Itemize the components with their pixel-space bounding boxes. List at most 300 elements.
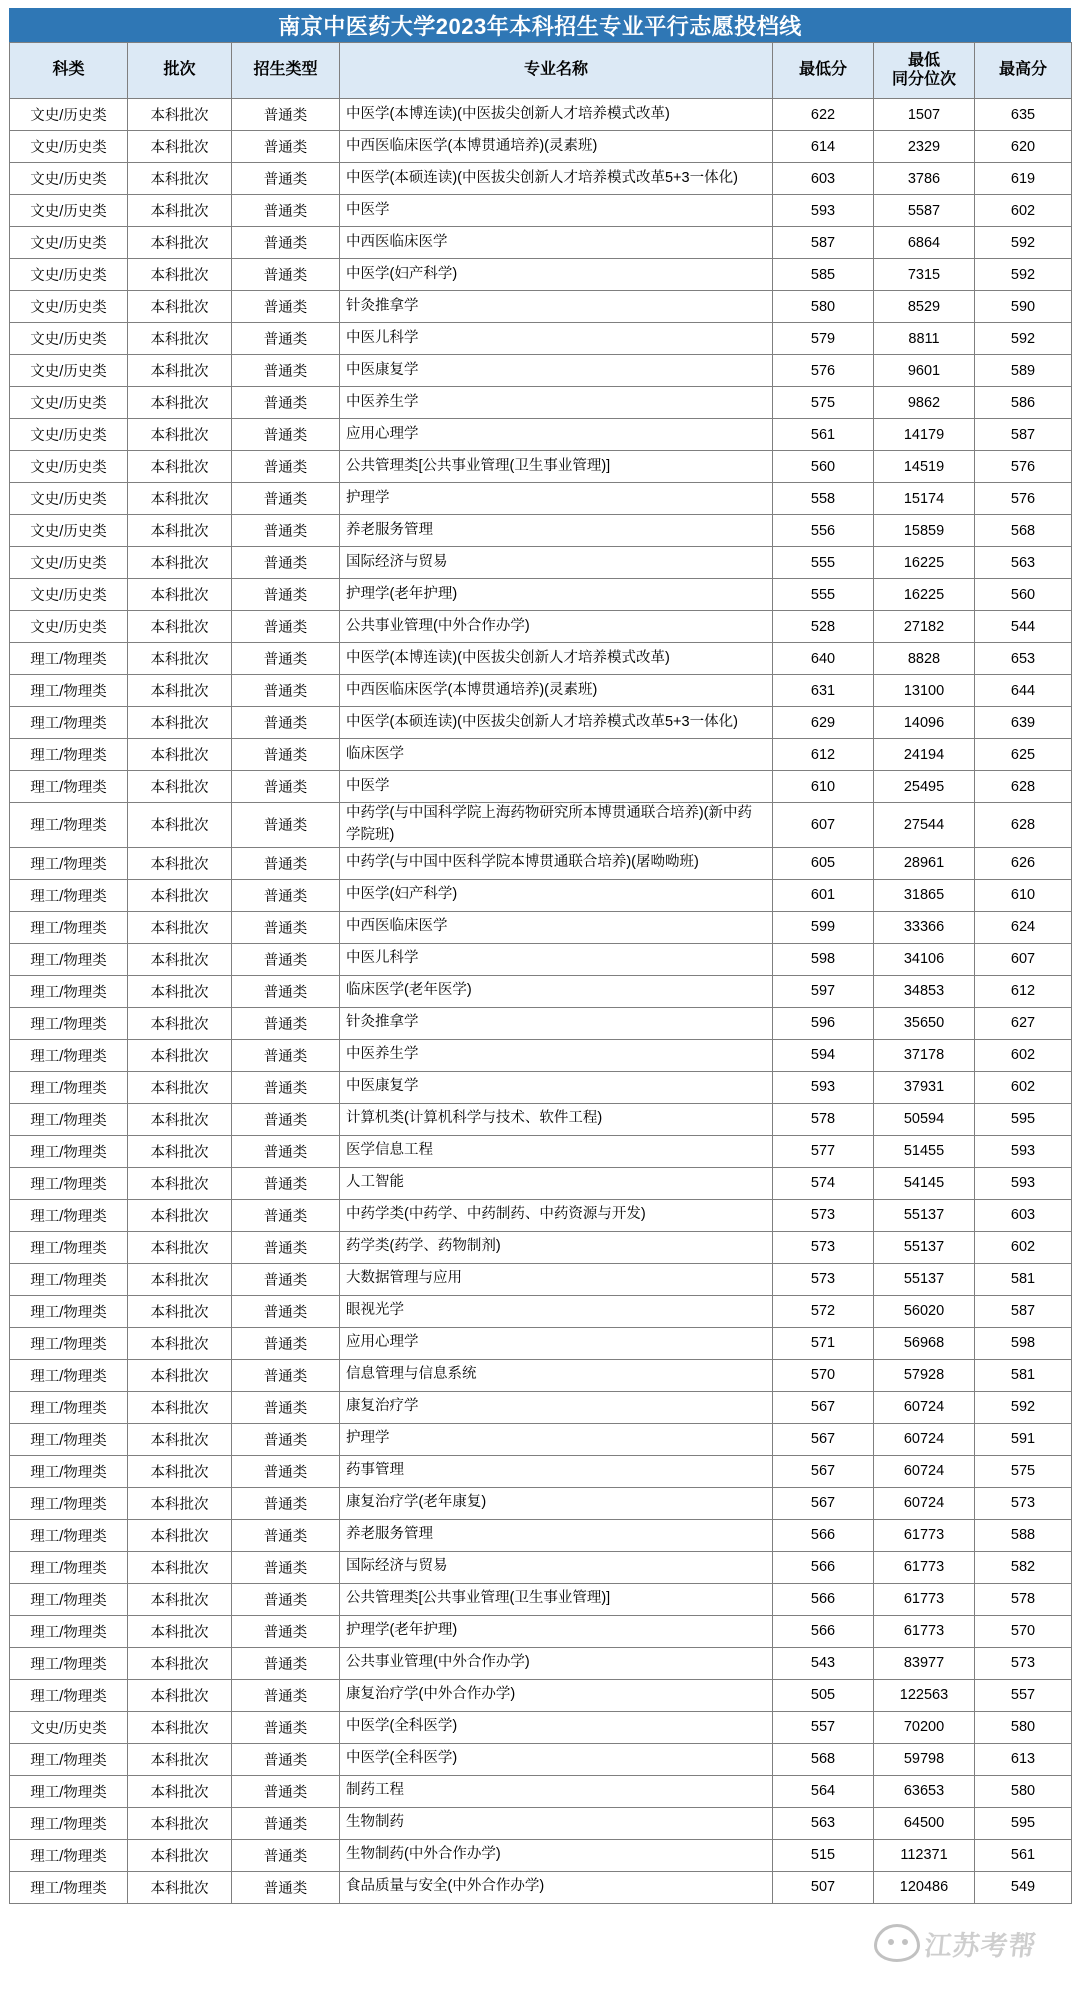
cell-kelei: 理工/物理类: [10, 1551, 128, 1583]
cell-zhuanye: 护理学(老年护理): [340, 1615, 773, 1647]
cell-kelei: 文史/历史类: [10, 323, 128, 355]
cell-leixing: 普通类: [232, 1231, 340, 1263]
cell-leixing: 普通类: [232, 1487, 340, 1519]
cell-pici: 本科批次: [128, 163, 232, 195]
table-row[interactable]: [10, 1519, 1072, 1551]
cell-kelei: 文史/历史类: [10, 547, 128, 579]
cell-min-score: 556: [773, 515, 874, 547]
cell-kelei: 文史/历史类: [10, 99, 128, 131]
cell-min-score: 629: [773, 707, 874, 739]
cell-max-score: 593: [975, 1135, 1072, 1167]
cell-same-score-rank: 61773: [874, 1583, 975, 1615]
cell-kelei: 理工/物理类: [10, 1615, 128, 1647]
table-row[interactable]: [10, 1199, 1072, 1231]
cell-pici: 本科批次: [128, 227, 232, 259]
cell-kelei: 理工/物理类: [10, 975, 128, 1007]
cell-max-score: 602: [975, 195, 1072, 227]
cell-same-score-rank: 13100: [874, 675, 975, 707]
cell-leixing: 普通类: [232, 975, 340, 1007]
cell-min-score: 610: [773, 771, 874, 803]
cell-zhuanye: 中医学: [340, 195, 773, 227]
cell-min-score: 631: [773, 675, 874, 707]
cell-kelei: 理工/物理类: [10, 1839, 128, 1871]
cell-same-score-rank: 24194: [874, 739, 975, 771]
cell-max-score: 570: [975, 1615, 1072, 1647]
cell-zhuanye: 中医学(本硕连读)(中医拔尖创新人才培养模式改革5+3一体化): [340, 707, 773, 739]
cell-same-score-rank: 31865: [874, 879, 975, 911]
cell-leixing: 普通类: [232, 1679, 340, 1711]
table-row[interactable]: [10, 611, 1072, 643]
cell-leixing: 普通类: [232, 1583, 340, 1615]
table-row[interactable]: [10, 419, 1072, 451]
cell-leixing: 普通类: [232, 911, 340, 943]
cell-same-score-rank: 27182: [874, 611, 975, 643]
cell-kelei: 理工/物理类: [10, 943, 128, 975]
table-row[interactable]: [10, 1583, 1072, 1615]
col-header-kelei[interactable]: 科类: [10, 43, 128, 99]
cell-same-score-rank: 16225: [874, 579, 975, 611]
cell-kelei: 理工/物理类: [10, 1519, 128, 1551]
table-row[interactable]: [10, 943, 1072, 975]
col-header-rank-line1: 最低: [907, 52, 940, 70]
cell-min-score: 597: [773, 975, 874, 1007]
cell-zhuanye: 中西医临床医学: [340, 911, 773, 943]
table-row[interactable]: [10, 707, 1072, 739]
cell-min-score: 555: [773, 579, 874, 611]
cell-pici: 本科批次: [128, 195, 232, 227]
cell-pici: 本科批次: [128, 975, 232, 1007]
cell-leixing: 普通类: [232, 1263, 340, 1295]
cell-leixing: 普通类: [232, 163, 340, 195]
col-header-zhuanye[interactable]: 专业名称: [340, 43, 773, 99]
cell-pici: 本科批次: [128, 1199, 232, 1231]
cell-max-score: 589: [975, 355, 1072, 387]
cell-min-score: 567: [773, 1423, 874, 1455]
cell-kelei: 理工/物理类: [10, 1583, 128, 1615]
cell-kelei: 理工/物理类: [10, 1487, 128, 1519]
cell-max-score: 627: [975, 1007, 1072, 1039]
table-row[interactable]: [10, 1839, 1072, 1871]
cell-pici: 本科批次: [128, 675, 232, 707]
cell-max-score: 581: [975, 1263, 1072, 1295]
cell-leixing: 普通类: [232, 483, 340, 515]
cell-max-score: 603: [975, 1199, 1072, 1231]
cell-kelei: 理工/物理类: [10, 1135, 128, 1167]
cell-same-score-rank: 60724: [874, 1391, 975, 1423]
cell-zhuanye: 中医康复学: [340, 355, 773, 387]
cell-kelei: 文史/历史类: [10, 195, 128, 227]
cell-min-score: 578: [773, 1103, 874, 1135]
cell-pici: 本科批次: [128, 1359, 232, 1391]
table-row[interactable]: [10, 163, 1072, 195]
cell-same-score-rank: 28961: [874, 847, 975, 879]
cell-zhuanye: 中医学(本博连读)(中医拔尖创新人才培养模式改革): [340, 643, 773, 675]
cell-kelei: 文史/历史类: [10, 419, 128, 451]
cell-leixing: 普通类: [232, 943, 340, 975]
cell-kelei: 理工/物理类: [10, 1391, 128, 1423]
cell-pici: 本科批次: [128, 1743, 232, 1775]
cell-zhuanye: 针灸推拿学: [340, 1007, 773, 1039]
table-row[interactable]: [10, 1647, 1072, 1679]
cell-leixing: 普通类: [232, 547, 340, 579]
cell-same-score-rank: 54145: [874, 1167, 975, 1199]
table-row[interactable]: [10, 195, 1072, 227]
cell-pici: 本科批次: [128, 1455, 232, 1487]
table-row[interactable]: [10, 1615, 1072, 1647]
cell-pici: 本科批次: [128, 943, 232, 975]
cell-min-score: 640: [773, 643, 874, 675]
table-row[interactable]: [10, 1487, 1072, 1519]
table-row[interactable]: [10, 739, 1072, 771]
cell-min-score: 598: [773, 943, 874, 975]
cell-pici: 本科批次: [128, 847, 232, 879]
cell-zhuanye: 临床医学(老年医学): [340, 975, 773, 1007]
cell-max-score: 653: [975, 643, 1072, 675]
cell-pici: 本科批次: [128, 515, 232, 547]
cell-same-score-rank: 56020: [874, 1295, 975, 1327]
cell-leixing: 普通类: [232, 451, 340, 483]
cell-zhuanye: 生物制药: [340, 1807, 773, 1839]
table-body: [10, 99, 1072, 1904]
cell-leixing: 普通类: [232, 847, 340, 879]
cell-zhuanye: 公共管理类[公共事业管理(卫生事业管理)]: [340, 451, 773, 483]
table-row[interactable]: [10, 291, 1072, 323]
cell-max-score: 626: [975, 847, 1072, 879]
cell-zhuanye: 养老服务管理: [340, 515, 773, 547]
cell-kelei: 文史/历史类: [10, 483, 128, 515]
cell-min-score: 605: [773, 847, 874, 879]
cell-max-score: 580: [975, 1775, 1072, 1807]
cell-pici: 本科批次: [128, 1167, 232, 1199]
cell-min-score: 566: [773, 1615, 874, 1647]
cell-leixing: 普通类: [232, 419, 340, 451]
cell-max-score: 580: [975, 1711, 1072, 1743]
table-row[interactable]: [10, 911, 1072, 943]
cell-same-score-rank: 3786: [874, 163, 975, 195]
cell-zhuanye: 国际经济与贸易: [340, 1551, 773, 1583]
cell-leixing: 普通类: [232, 1007, 340, 1039]
cell-leixing: 普通类: [232, 1167, 340, 1199]
table-row[interactable]: [10, 99, 1072, 131]
cell-zhuanye: 计算机类(计算机科学与技术、软件工程): [340, 1103, 773, 1135]
cell-max-score: 588: [975, 1519, 1072, 1551]
cell-max-score: 598: [975, 1327, 1072, 1359]
cell-min-score: 574: [773, 1167, 874, 1199]
cell-zhuanye: 中西医临床医学: [340, 227, 773, 259]
table-row[interactable]: [10, 1743, 1072, 1775]
cell-kelei: 文史/历史类: [10, 451, 128, 483]
cell-zhuanye: 中医儿科学: [340, 943, 773, 975]
cell-zhuanye: 眼视光学: [340, 1295, 773, 1327]
cell-min-score: 567: [773, 1391, 874, 1423]
cell-zhuanye: 护理学: [340, 1423, 773, 1455]
cell-leixing: 普通类: [232, 1327, 340, 1359]
table-row[interactable]: [10, 547, 1072, 579]
cell-leixing: 普通类: [232, 643, 340, 675]
table-row[interactable]: [10, 1551, 1072, 1583]
table-row[interactable]: [10, 323, 1072, 355]
cell-pici: 本科批次: [128, 643, 232, 675]
cell-leixing: 普通类: [232, 611, 340, 643]
table-row[interactable]: [10, 1071, 1072, 1103]
table-row[interactable]: [10, 1775, 1072, 1807]
table-row[interactable]: [10, 483, 1072, 515]
cell-min-score: 603: [773, 163, 874, 195]
cell-max-score: 591: [975, 1423, 1072, 1455]
cell-pici: 本科批次: [128, 771, 232, 803]
cell-pici: 本科批次: [128, 579, 232, 611]
cell-pici: 本科批次: [128, 803, 232, 848]
table-row[interactable]: [10, 1231, 1072, 1263]
cell-same-score-rank: 61773: [874, 1551, 975, 1583]
cell-same-score-rank: 83977: [874, 1647, 975, 1679]
table-row[interactable]: [10, 975, 1072, 1007]
table-header-row: [10, 43, 1072, 99]
cell-leixing: 普通类: [232, 739, 340, 771]
table-row[interactable]: [10, 227, 1072, 259]
cell-same-score-rank: 56968: [874, 1327, 975, 1359]
cell-max-score: 624: [975, 911, 1072, 943]
col-header-rank-line2: 同分位次: [891, 70, 956, 88]
cell-leixing: 普通类: [232, 1551, 340, 1583]
table-row[interactable]: [10, 1455, 1072, 1487]
cell-leixing: 普通类: [232, 355, 340, 387]
cell-leixing: 普通类: [232, 1295, 340, 1327]
cell-kelei: 理工/物理类: [10, 1263, 128, 1295]
table-row[interactable]: [10, 1679, 1072, 1711]
table-row[interactable]: [10, 1711, 1072, 1743]
cell-min-score: 543: [773, 1647, 874, 1679]
cell-same-score-rank: 1507: [874, 99, 975, 131]
cell-pici: 本科批次: [128, 1551, 232, 1583]
table-row[interactable]: [10, 675, 1072, 707]
table-row[interactable]: [10, 387, 1072, 419]
cell-max-score: 568: [975, 515, 1072, 547]
cell-zhuanye: 中医养生学: [340, 387, 773, 419]
cell-min-score: 580: [773, 291, 874, 323]
cell-kelei: 理工/物理类: [10, 911, 128, 943]
cell-max-score: 573: [975, 1647, 1072, 1679]
cell-same-score-rank: 57928: [874, 1359, 975, 1391]
cell-kelei: 理工/物理类: [10, 739, 128, 771]
table-row[interactable]: [10, 515, 1072, 547]
cell-max-score: 587: [975, 1295, 1072, 1327]
cell-kelei: 理工/物理类: [10, 1743, 128, 1775]
cell-max-score: 586: [975, 387, 1072, 419]
col-header-rank[interactable]: [874, 43, 975, 99]
cell-min-score: 577: [773, 1135, 874, 1167]
cell-max-score: 644: [975, 675, 1072, 707]
cell-zhuanye: 中西医临床医学(本博贯通培养)(灵素班): [340, 131, 773, 163]
cell-same-score-rank: 63653: [874, 1775, 975, 1807]
table-row[interactable]: [10, 451, 1072, 483]
table-row[interactable]: [10, 1135, 1072, 1167]
cell-min-score: 579: [773, 323, 874, 355]
cell-kelei: 文史/历史类: [10, 131, 128, 163]
cell-leixing: 普通类: [232, 1647, 340, 1679]
cell-min-score: 507: [773, 1871, 874, 1903]
cell-pici: 本科批次: [128, 1775, 232, 1807]
table-row[interactable]: [10, 1327, 1072, 1359]
cell-pici: 本科批次: [128, 1327, 232, 1359]
cell-min-score: 573: [773, 1199, 874, 1231]
cell-leixing: 普通类: [232, 387, 340, 419]
cell-kelei: 理工/物理类: [10, 675, 128, 707]
cell-max-score: 549: [975, 1871, 1072, 1903]
cell-pici: 本科批次: [128, 483, 232, 515]
table-row[interactable]: [10, 1007, 1072, 1039]
table-row[interactable]: [10, 355, 1072, 387]
cell-zhuanye: 中药学(与中国科学院上海药物研究所本博贯通联合培养)(新中药学院班): [340, 803, 773, 848]
col-header-pici[interactable]: 批次: [128, 43, 232, 99]
cell-max-score: 613: [975, 1743, 1072, 1775]
cell-same-score-rank: 120486: [874, 1871, 975, 1903]
cell-pici: 本科批次: [128, 547, 232, 579]
cell-same-score-rank: 5587: [874, 195, 975, 227]
table-row[interactable]: [10, 847, 1072, 879]
cell-zhuanye: 公共事业管理(中外合作办学): [340, 611, 773, 643]
cell-kelei: 理工/物理类: [10, 643, 128, 675]
cell-min-score: 566: [773, 1583, 874, 1615]
cell-leixing: 普通类: [232, 771, 340, 803]
table-row[interactable]: [10, 1039, 1072, 1071]
cell-min-score: 607: [773, 803, 874, 848]
cell-leixing: 普通类: [232, 1423, 340, 1455]
cell-zhuanye: 应用心理学: [340, 1327, 773, 1359]
table-row[interactable]: [10, 1871, 1072, 1903]
table-row[interactable]: [10, 771, 1072, 803]
cell-leixing: 普通类: [232, 1615, 340, 1647]
cell-zhuanye: 康复治疗学(中外合作办学): [340, 1679, 773, 1711]
cell-min-score: 558: [773, 483, 874, 515]
table-row[interactable]: [10, 1423, 1072, 1455]
table-row[interactable]: [10, 1359, 1072, 1391]
cell-kelei: 文史/历史类: [10, 291, 128, 323]
table-row[interactable]: [10, 579, 1072, 611]
cell-kelei: 文史/历史类: [10, 163, 128, 195]
cell-max-score: 590: [975, 291, 1072, 323]
cell-max-score: 582: [975, 1551, 1072, 1583]
cell-leixing: 普通类: [232, 1455, 340, 1487]
cell-same-score-rank: 60724: [874, 1487, 975, 1519]
cell-kelei: 理工/物理类: [10, 1359, 128, 1391]
cell-leixing: 普通类: [232, 1391, 340, 1423]
cell-kelei: 理工/物理类: [10, 1327, 128, 1359]
cell-min-score: 587: [773, 227, 874, 259]
cell-zhuanye: 食品质量与安全(中外合作办学): [340, 1871, 773, 1903]
table-row[interactable]: [10, 259, 1072, 291]
cell-pici: 本科批次: [128, 1263, 232, 1295]
cell-max-score: 607: [975, 943, 1072, 975]
cell-same-score-rank: 8529: [874, 291, 975, 323]
cell-zhuanye: 公共事业管理(中外合作办学): [340, 1647, 773, 1679]
cell-leixing: 普通类: [232, 879, 340, 911]
cell-same-score-rank: 16225: [874, 547, 975, 579]
cell-min-score: 593: [773, 1071, 874, 1103]
table-row[interactable]: [10, 1263, 1072, 1295]
cell-pici: 本科批次: [128, 1871, 232, 1903]
cell-zhuanye: 人工智能: [340, 1167, 773, 1199]
table-row[interactable]: [10, 643, 1072, 675]
cell-leixing: 普通类: [232, 131, 340, 163]
cell-max-score: 592: [975, 323, 1072, 355]
cell-same-score-rank: 35650: [874, 1007, 975, 1039]
cell-zhuanye: 中医学(全科医学): [340, 1711, 773, 1743]
cell-leixing: 普通类: [232, 515, 340, 547]
cell-same-score-rank: 14519: [874, 451, 975, 483]
cell-min-score: 601: [773, 879, 874, 911]
cell-pici: 本科批次: [128, 1615, 232, 1647]
table-row[interactable]: [10, 1391, 1072, 1423]
col-header-max[interactable]: 最高分: [975, 43, 1072, 99]
cell-min-score: 572: [773, 1295, 874, 1327]
cell-min-score: 576: [773, 355, 874, 387]
cell-max-score: 628: [975, 771, 1072, 803]
table-row[interactable]: [10, 1103, 1072, 1135]
cell-kelei: 理工/物理类: [10, 1071, 128, 1103]
cell-max-score: 592: [975, 259, 1072, 291]
cell-zhuanye: 中医学: [340, 771, 773, 803]
cell-max-score: 612: [975, 975, 1072, 1007]
cell-leixing: 普通类: [232, 675, 340, 707]
cell-same-score-rank: 60724: [874, 1423, 975, 1455]
cell-zhuanye: 临床医学: [340, 739, 773, 771]
cell-kelei: 理工/物理类: [10, 1039, 128, 1071]
cell-max-score: 587: [975, 419, 1072, 451]
cell-zhuanye: 中医学(妇产科学): [340, 879, 773, 911]
cell-min-score: 570: [773, 1359, 874, 1391]
col-header-min[interactable]: 最低分: [773, 43, 874, 99]
table-row[interactable]: [10, 1807, 1072, 1839]
cell-leixing: 普通类: [232, 1711, 340, 1743]
cell-max-score: 592: [975, 1391, 1072, 1423]
cell-zhuanye: 护理学(老年护理): [340, 579, 773, 611]
cell-pici: 本科批次: [128, 1647, 232, 1679]
cell-kelei: 理工/物理类: [10, 1455, 128, 1487]
cell-min-score: 563: [773, 1807, 874, 1839]
cell-kelei: 理工/物理类: [10, 1199, 128, 1231]
cell-pici: 本科批次: [128, 1103, 232, 1135]
cell-max-score: 628: [975, 803, 1072, 848]
cell-zhuanye: 中医学(全科医学): [340, 1743, 773, 1775]
cell-pici: 本科批次: [128, 259, 232, 291]
cell-kelei: 理工/物理类: [10, 1871, 128, 1903]
cell-pici: 本科批次: [128, 355, 232, 387]
cell-pici: 本科批次: [128, 1519, 232, 1551]
table-row[interactable]: [10, 879, 1072, 911]
cell-zhuanye: 医学信息工程: [340, 1135, 773, 1167]
cell-leixing: 普通类: [232, 259, 340, 291]
cell-same-score-rank: 33366: [874, 911, 975, 943]
cell-max-score: 576: [975, 483, 1072, 515]
cell-max-score: 620: [975, 131, 1072, 163]
cell-min-score: 555: [773, 547, 874, 579]
cell-same-score-rank: 112371: [874, 1839, 975, 1871]
table-row[interactable]: [10, 1167, 1072, 1199]
table-row[interactable]: [10, 131, 1072, 163]
col-header-leixing[interactable]: 招生类型: [232, 43, 340, 99]
table-row[interactable]: [10, 1295, 1072, 1327]
cell-leixing: 普通类: [232, 1359, 340, 1391]
cell-max-score: 557: [975, 1679, 1072, 1711]
table-header: [10, 43, 1072, 99]
cell-leixing: 普通类: [232, 1135, 340, 1167]
cell-pici: 本科批次: [128, 1295, 232, 1327]
cell-leixing: 普通类: [232, 291, 340, 323]
cell-zhuanye: 大数据管理与应用: [340, 1263, 773, 1295]
cell-leixing: 普通类: [232, 579, 340, 611]
table-row[interactable]: [10, 803, 1072, 848]
